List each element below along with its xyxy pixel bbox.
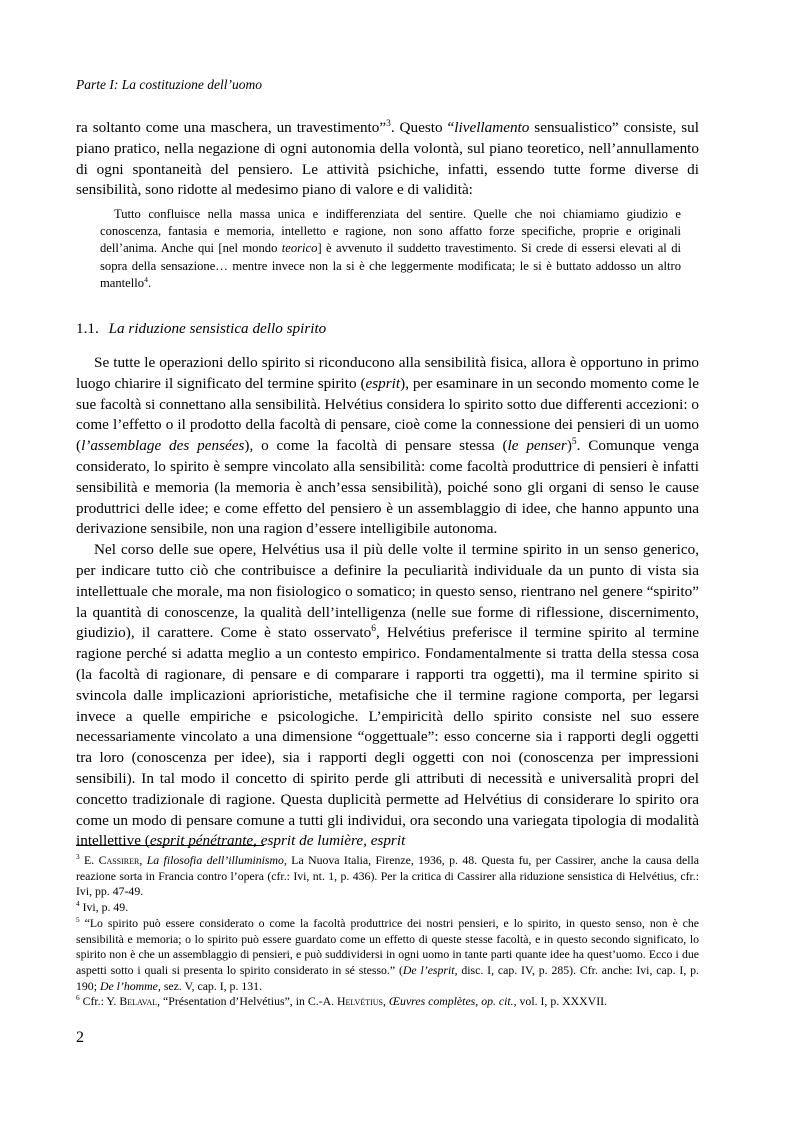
- paragraph: Se tutte le operazioni dello spirito si riconducono alla sensibilità fisica, allora è opportuno in primo luogo chiarire il significato del termine spirito (esprit), per esaminare in un secondo momento come le sue facoltà si connettano alla sensibilità. Helvétius considera lo spirito sotto due differenti accezioni: o come l’effetto o il prodotto della facoltà di pensare, cioè come la connessione dei pensieri di un uomo (l’assemblage des pensées), o come la facoltà di pensare stessa (le penser)$^5$. Comunque venga considerato, lo spirito è sempre vincolato alla sensibilità: come facoltà produttrice di pensieri è infatti sensibilità e memoria (la memoria è anch’essa sensibilità), poiché sono gli organi di senso le cause produttrici delle idee; e come effetto del pensiero è un assemblaggio di idee, che hanno appunto una derivazione sensibile, non una ragion d’essere intelligibile autonoma.: [76, 354, 700, 538]
- footnote-rule: [76, 845, 264, 846]
- footnote-ref-3: 3: [386, 118, 391, 129]
- page-number: 2: [76, 1029, 84, 1046]
- section-title: La riduzione sensistica dello spirito: [108, 320, 327, 337]
- section-number: 1.1.: [76, 320, 99, 337]
- block-quote: Tutto confluisce nella massa unica e indifferenziata del sentire. Quelle che noi chiamiamo giudizio e conoscenza, fantasia e memoria, intelletto e ragione, non sono affatto forze specifiche, proprie e originali dell’anima. Anche qui [nel mondo teorico] è avvenuto il suddetto travestimento. Si crede di essersi elevati al di sopra della sensazione… mentre invece non la si è che leggermente modificata; le si è buttato addosso un altro mantello$^4$.: [100, 207, 681, 290]
- section-heading: [76, 320, 326, 338]
- footnote-3: $^3$ E. Cassirer, La filosofia dell’illuminismo, La Nuova Italia, Firenze, 1936, p. 48. Questa fu, per Cassirer, anche la causa della reazione sorta in Francia contro l’opera (cfr.: Ivi, nt. 1, p. 436). Per la critica di Cassirer alla riduzione sensistica di Helvétius, cfr.: Ivi, pp. 47-49.: [76, 852, 699, 899]
- running-header: Parte I: La costituzione dell’uomo: [76, 77, 262, 92]
- footnote-5: $^5$ “Lo spirito può essere considerato o come la facoltà produttrice dei nostri pensieri, e lo spirito, in questo senso, non è che sensibilità e memoria; o lo spirito può essere guardato come un effetto di queste stesse facoltà, e in questo secondo significato, lo spirito non è che un assemblaggio di pensieri, e può suddividersi in ogni uomo in tante parti quante idee ha quest’uomo. Ecco i due aspetti sotto i quali si presenta lo spirito considerato in sé stesso.” (De l’esprit, disc. I, cap. IV, p. 285). Cfr. anche: Ivi, cap. I, p. 190; De l’homme, sez. V, cap. I, p. 131.: [76, 914, 699, 993]
- footnote-6: $^6$ Cfr.: Y. Belaval, “Présentation d’Helvétius”, in C.-A. Helvétius, Œuvres complètes, op. cit., vol. I, p. XXXVII.: [76, 993, 608, 1009]
- footnote-ref-5: 5: [571, 437, 577, 448]
- paragraph: Nel corso delle sue opere, Helvétius usa il più delle volte il termine spirito in un senso generico, per indicare tutto ciò che contribuisce a definire la peculiarità individuale da un punto di vista sia intellettuale che morale, ma non fisiologico o somatico; in questo senso, rientrano nel genere “spirito” la quantità di conoscenze, la qualità dell’intelligenza (nelle sue forme di riflessione, discernimento, giudizio), il carattere. Come è stato osservato$^6$, Helvétius preferisce il termine spirito al termine ragione perché si adatta meglio a un contesto empirico. Fondamentalmente si tratta della stessa cosa (la facoltà di ragionare, di pensare e di comparare i rapporti tra oggetti), ma il termine spirito si svincola dalle implicazioni aprioristiche, metafisiche che il termine ragione comporta, per legarsi invece a quelle empiriche e psicologiche. L’empiricità dello spirito consiste nel suo essere necessariamente vincolato a una dimensione “oggettuale”: esso concerne sia i rapporti degli oggetti tra loro (conoscenza per idee), sia i rapporti degli oggetti con noi (conoscenza per impressioni sensibili). In tal modo il concetto di spirito perde gli attributi di necessità e universalità propri del concetto tradizionale di ragione. Questa duplicità permette ad Helvétius di considerare lo spirito ora come un modo di pensare comune a tutti gli individui, ora secondo una variegata tipologia di modalità intellettive (esprit pénétrante, esprit de lumière, esprit: [76, 541, 699, 850]
- section-body: [76, 353, 699, 852]
- footnotes: [76, 853, 699, 1010]
- intro-paragraph: ra soltanto come una maschera, un travestimento”$^3$. Questo “livellamento sensualistico” consiste, sul piano pratico, nella negazione di ogni autonomia della volontà, sul piano teoretico, nell’annullamento di ogni spontaneità del pensiero. Le attività psichiche, infatti, essendo tutte forme diverse di sensibilità, sono ridotte al medesimo piano di valore e di validità:: [76, 118, 699, 199]
- footnote-ref-6: 6: [371, 624, 376, 635]
- footnote-ref-4: 4: [144, 274, 148, 284]
- footnote-4: $^4$ Ivi, p. 49.: [76, 899, 129, 915]
